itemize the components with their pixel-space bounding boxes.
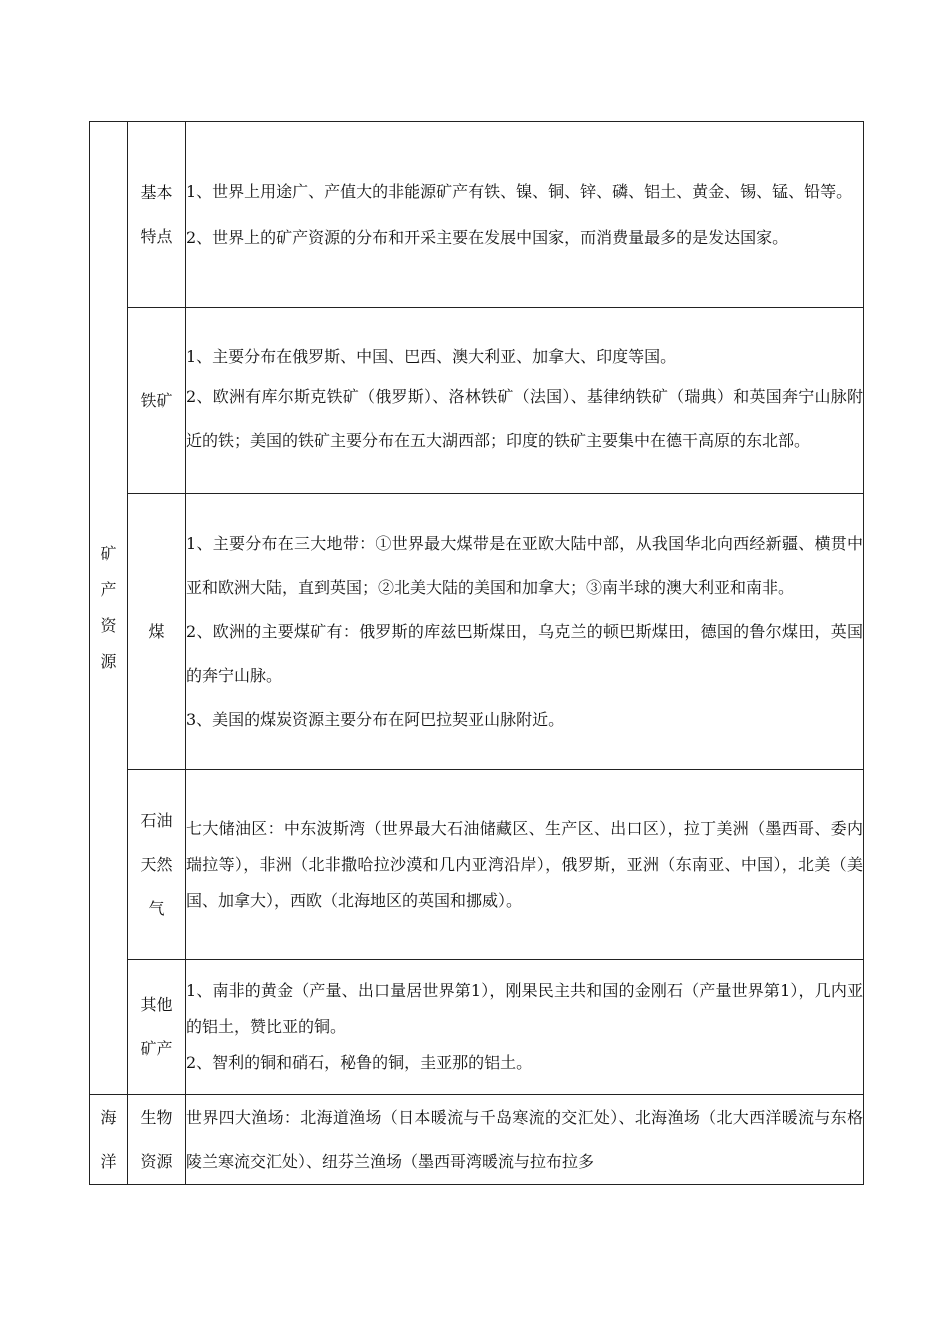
row-content-cell <box>186 770 864 960</box>
table-row <box>90 308 864 494</box>
paragraph: 1、南非的黄金（产量、出口量居世界第1），刚果民主共和国的金刚石（产量世界第1），几内亚的铝土，赞比亚的铜。 <box>186 981 863 1036</box>
table-row <box>90 494 864 770</box>
row-content-cell <box>186 1095 864 1185</box>
geography-table <box>89 121 864 1185</box>
row-label: 煤 <box>148 621 165 641</box>
paragraph: 2、欧洲有库尔斯克铁矿（俄罗斯）、洛林铁矿（法国）、基律纳铁矿（瑞典）和英国奔宁山脉附近的铁；美国的铁矿主要分布在五大湖西部；印度的铁矿主要集中在德干高原的东北部。 <box>186 386 863 450</box>
table-row <box>90 1095 864 1185</box>
paragraph: 世界四大渔场：北海道渔场（日本暖流与千岛寒流的交汇处）、北海渔场（北大西洋暖流与东格陵兰寒流交汇处）、纽芬兰渔场（墨西哥湾暖流与拉布拉多 <box>186 1107 863 1171</box>
row-label-cell <box>128 770 186 960</box>
row-content-cell <box>186 494 864 770</box>
row-content-cell <box>186 960 864 1095</box>
paragraph: 七大储油区：中东波斯湾（世界最大石油储藏区、生产区、出口区），拉丁美洲（墨西哥、委内瑞拉等），非洲（北非撒哈拉沙漠和几内亚湾沿岸），俄罗斯，亚洲（东南亚、中国），北美（美国、加拿大），西欧（北海地区的英国和挪威）。 <box>186 818 863 910</box>
row-label: 生物资源 <box>140 1107 173 1171</box>
paragraph: 1、主要分布在三大地带：①世界最大煤带是在亚欧大陆中部，从我国华北向西经新疆、横贯中亚和欧洲大陆，直到英国；②北美大陆的美国和加拿大；③南半球的澳大利亚和南非。 <box>186 533 863 597</box>
category-label: 矿产资源 <box>100 544 117 671</box>
paragraph: 2、智利的铜和硝石，秘鲁的铜，圭亚那的铝土。 <box>186 1053 533 1072</box>
row-label: 基本特点 <box>140 182 173 246</box>
paragraph: 1、主要分布在俄罗斯、中国、巴西、澳大利亚、加拿大、印度等国。 <box>186 346 677 366</box>
row-label-cell <box>128 308 186 494</box>
row-content-cell <box>186 308 864 494</box>
category-label: 海洋 <box>100 1107 117 1171</box>
table-row <box>90 122 864 308</box>
row-label-cell <box>128 494 186 770</box>
row-content-cell <box>186 122 864 308</box>
row-label: 铁矿 <box>140 390 173 410</box>
row-label-cell <box>128 122 186 308</box>
paragraph: 3、美国的煤炭资源主要分布在阿巴拉契亚山脉附近。 <box>186 709 565 729</box>
table-row <box>90 960 864 1095</box>
row-label-cell <box>128 960 186 1095</box>
row-label: 其他矿产 <box>140 995 173 1058</box>
row-label: 石油天然气 <box>140 810 173 918</box>
paragraph: 2、欧洲的主要煤矿有：俄罗斯的库兹巴斯煤田，乌克兰的顿巴斯煤田，德国的鲁尔煤田，英国的奔宁山脉。 <box>186 621 863 685</box>
row-label-cell <box>128 1095 186 1185</box>
paragraph: 1、世界上用途广、产值大的非能源矿产有铁、镍、铜、锌、磷、铝土、黄金、锡、锰、铅等。 <box>186 181 853 201</box>
table-row <box>90 770 864 960</box>
category-cell-mineral <box>90 122 128 1095</box>
paragraph: 2、世界上的矿产资源的分布和开采主要在发展中国家，而消费量最多的是发达国家。 <box>186 227 789 247</box>
category-cell-ocean <box>90 1095 128 1185</box>
